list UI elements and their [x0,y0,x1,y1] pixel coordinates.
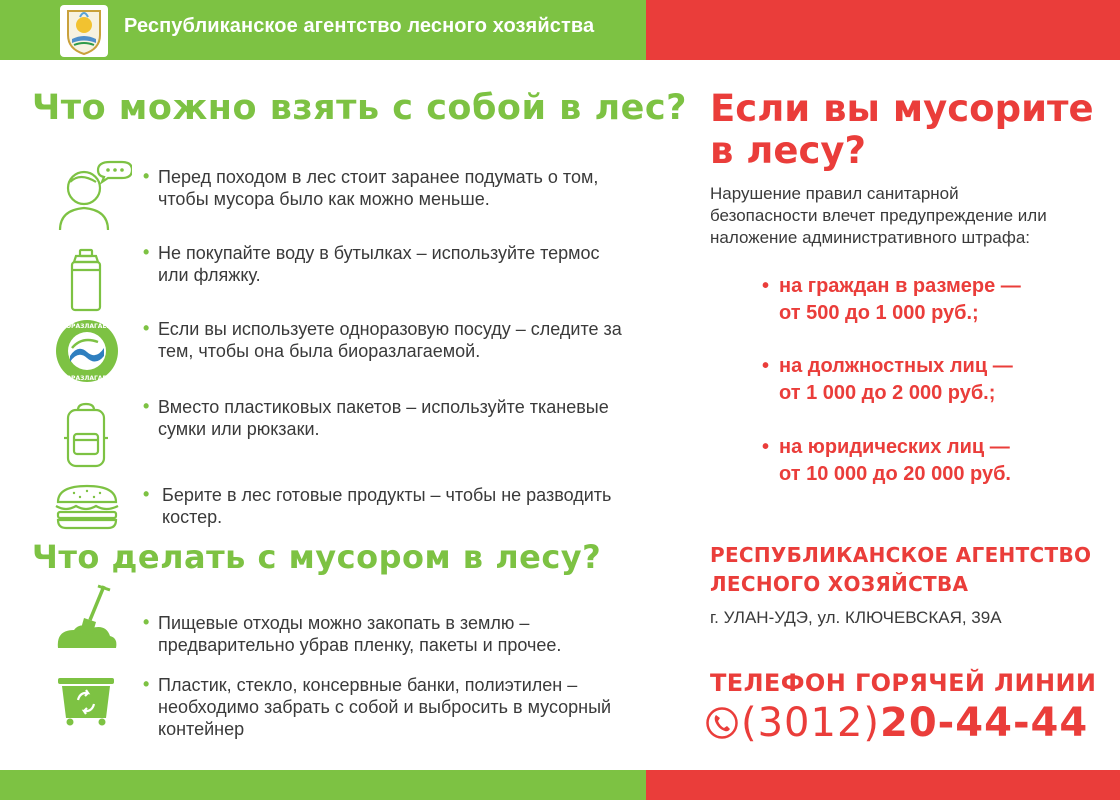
thermos-icon [52,248,120,312]
bottom-red-bar [646,770,1120,800]
item-text: Пластик, стекло, консервные банки, полиэтилен – необходимо забрать с собой и выбросить в мусорный контейнер [158,675,612,739]
hotline-label: ТЕЛЕФОН ГОРЯЧЕЙ ЛИНИИ [710,669,1097,697]
item-text: Не покупайте воду в бутылках – используйте термос или фляжку. [158,243,600,285]
fine-line2: от 10 000 до 20 000 руб. [779,463,1011,485]
organization-address: г. УЛАН-УДЭ, ул. КЛЮЧЕВСКАЯ, 39А [710,608,1002,627]
fine-line1: на граждан в размере — [779,275,1021,297]
fine-line1: на должностных лиц — [779,355,1013,377]
bullet-marker: • [143,612,150,632]
bullet-marker: • [762,275,770,297]
top-red-bar [646,0,1120,60]
bullet-marker: • [143,242,150,262]
bullet-marker: • [143,674,150,694]
fine-intro-text: Нарушение правил санитарной безопасности влечет предупреждение или наложение административного штрафа: [710,184,1047,247]
hotline-phone[interactable] [705,700,1088,750]
left-heading-what-to-do: Что делать с мусором в лесу? [32,538,602,576]
right-heading: Если вы мусорите в лесу? [710,87,1094,172]
header-title: Республиканское агентство лесного хозяйства [124,15,595,37]
badge-text-bottom: БИОРАЗЛАГАЕМО [56,375,118,382]
thinking-person-icon [52,160,120,232]
bottom-green-bar [0,770,646,800]
fine-line2: от 1 000 до 2 000 руб.; [779,382,996,404]
bullet-marker: • [143,318,150,338]
bullet-marker: • [143,166,150,186]
bullet-marker: • [143,396,150,416]
org-line1: РЕСПУБЛИКАНСКОЕ АГЕНТСТВО [710,543,1092,567]
recycle-bin-icon [52,674,120,726]
organization-name [710,541,1091,599]
shovel-compost-icon [52,584,120,650]
item-text: Пищевые отходы можно закопать в землю – предварительно убрав пленку, пакеты и прочее. [158,613,562,655]
org-line2: ЛЕСНОГО ХОЗЯЙСТВА [710,572,969,596]
fine-line2: от 500 до 1 000 руб.; [779,302,979,324]
item-text: Вместо пластиковых пакетов – используйте тканевые сумки или рюкзаки. [158,397,609,439]
item-text: Перед походом в лес стоит заранее подумать о том, чтобы мусора было как можно меньше. [158,167,599,209]
buryatia-emblem-icon [60,5,108,57]
badge-text-top: БИОРАЗЛАГАЕМО [56,323,118,330]
fine-line1: на юридических лиц — [779,436,1010,458]
bullet-marker: • [762,436,770,458]
backpack-icon [52,402,120,468]
biodegradable-badge-icon [52,318,120,384]
item-text: Берите в лес готовые продукты – чтобы не разводить костер. [162,485,612,527]
phone-number: 20-44-44 [880,700,1089,746]
burger-icon [52,484,120,530]
left-heading-what-to-take: Что можно взять с собой в лес? [32,88,687,128]
phone-code: (3012) [741,700,881,746]
phone-handset-icon [705,704,739,750]
item-text: Если вы используете одноразовую посуду – следите за тем, чтобы она была биоразлагаемой. [158,319,622,361]
bullet-marker: • [143,484,150,504]
bullet-marker: • [762,355,770,377]
